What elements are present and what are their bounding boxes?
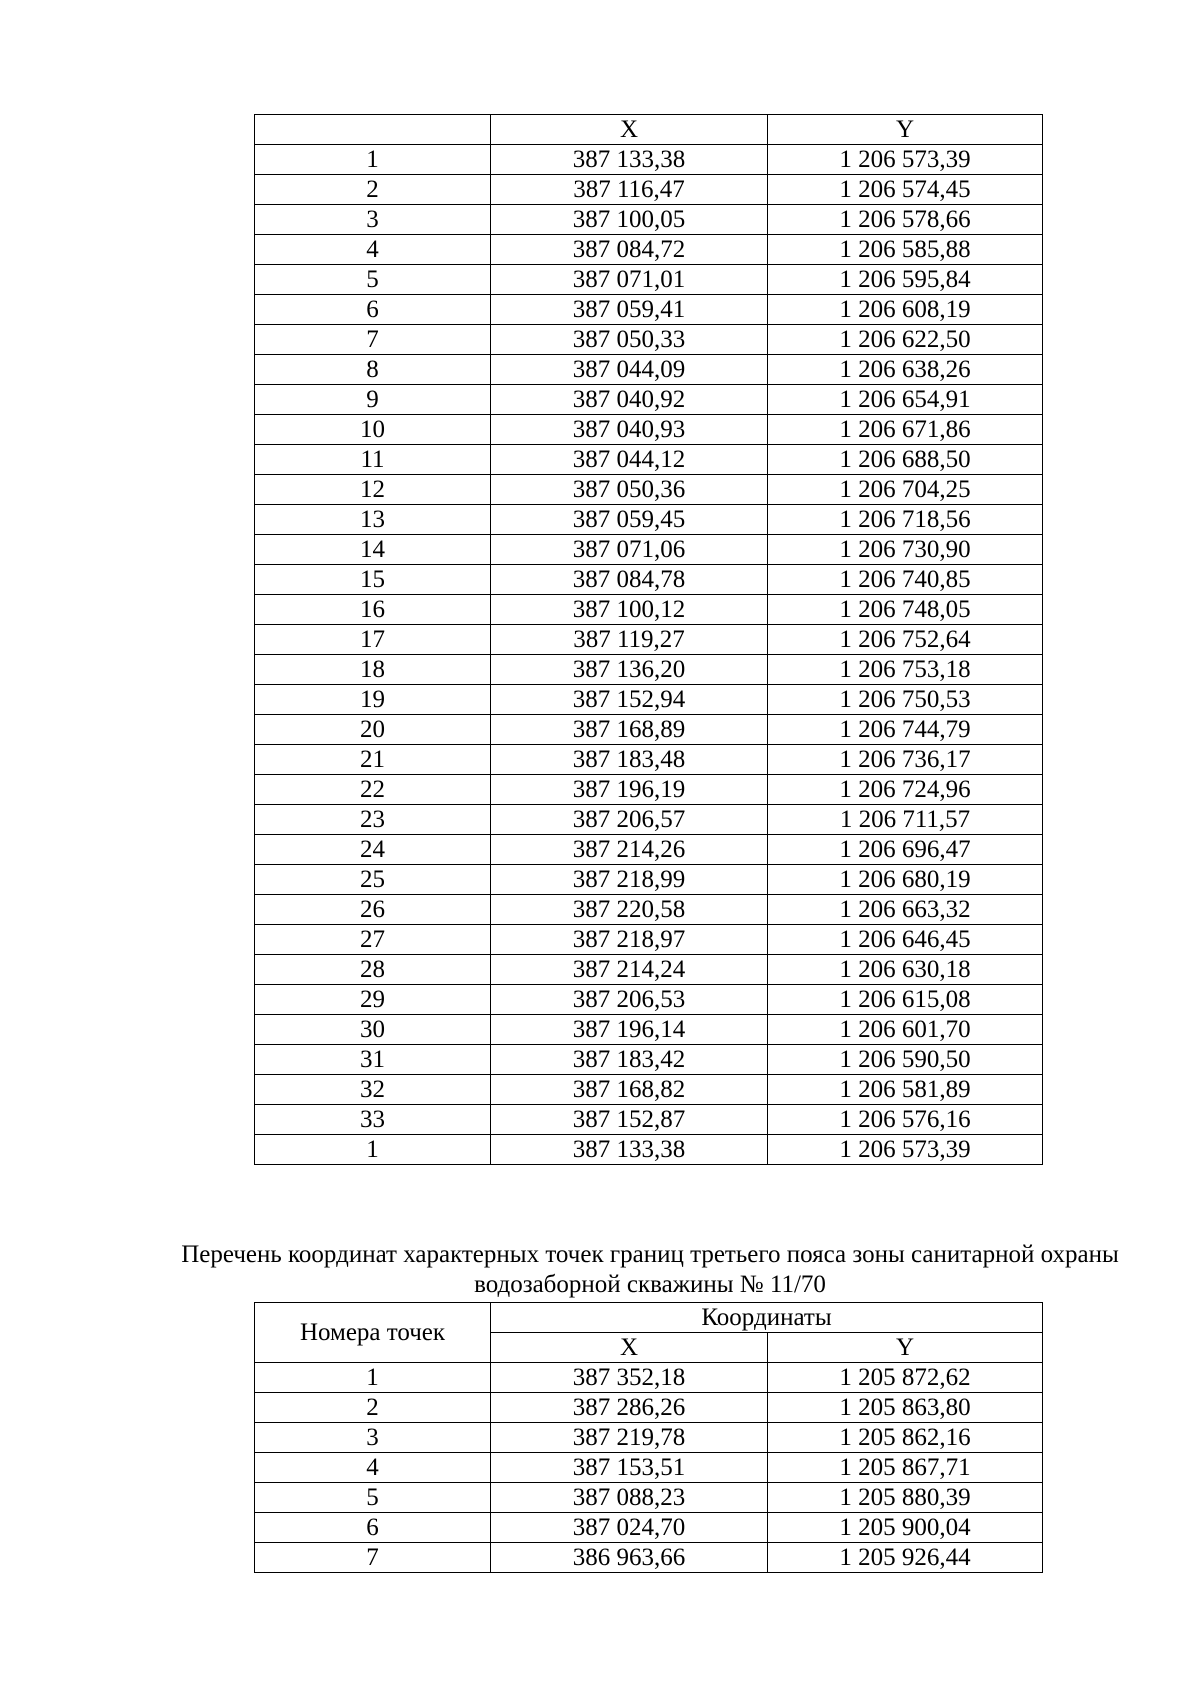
point-number-cell: 16 [255,595,491,625]
table-row [255,985,1043,1015]
point-number-cell: 7 [255,1543,491,1573]
x-coordinate-cell: 387 133,38 [491,145,768,175]
table-row [255,1363,1043,1393]
y-coordinate-cell: 1 206 573,39 [768,145,1043,175]
table-row [255,535,1043,565]
x-coordinate-cell: 387 059,45 [491,505,768,535]
y-coordinate-cell: 1 206 680,19 [768,865,1043,895]
point-number-cell: 23 [255,805,491,835]
header-x: X [491,115,768,145]
y-coordinate-cell: 1 206 573,39 [768,1135,1043,1165]
table-row [255,1105,1043,1135]
point-number-cell: 2 [255,1393,491,1423]
y-coordinate-cell: 1 206 630,18 [768,955,1043,985]
table-row [255,835,1043,865]
header-coordinates: Координаты [491,1303,1043,1333]
y-coordinate-cell: 1 206 748,05 [768,595,1043,625]
table-row [255,685,1043,715]
y-coordinate-cell: 1 206 663,32 [768,895,1043,925]
table-row [255,625,1043,655]
point-number-cell: 5 [255,1483,491,1513]
x-coordinate-cell: 387 100,12 [491,595,768,625]
x-coordinate-cell: 387 214,24 [491,955,768,985]
x-coordinate-cell: 387 116,47 [491,175,768,205]
table-row [255,895,1043,925]
x-coordinate-cell: 387 218,99 [491,865,768,895]
x-coordinate-cell: 387 040,92 [491,385,768,415]
header-point [255,115,491,145]
point-number-cell: 22 [255,775,491,805]
point-number-cell: 30 [255,1015,491,1045]
y-coordinate-cell: 1 206 608,19 [768,295,1043,325]
point-number-cell: 25 [255,865,491,895]
y-coordinate-cell: 1 206 753,18 [768,655,1043,685]
table-row [255,715,1043,745]
point-number-cell: 17 [255,625,491,655]
x-coordinate-cell: 387 136,20 [491,655,768,685]
x-coordinate-cell: 387 183,48 [491,745,768,775]
y-coordinate-cell: 1 206 750,53 [768,685,1043,715]
table-row [255,1045,1043,1075]
point-number-cell: 1 [255,145,491,175]
point-number-cell: 18 [255,655,491,685]
y-coordinate-cell: 1 206 578,66 [768,205,1043,235]
x-coordinate-cell: 387 088,23 [491,1483,768,1513]
x-coordinate-cell: 386 963,66 [491,1543,768,1573]
x-coordinate-cell: 387 071,06 [491,535,768,565]
coordinates-table-1 [254,114,1043,1165]
point-number-cell: 15 [255,565,491,595]
x-coordinate-cell: 387 071,01 [491,265,768,295]
x-coordinate-cell: 387 218,97 [491,925,768,955]
table-caption: Перечень координат характерных точек границ третьего пояса зоны санитарной охраны водозаборной скважины № 11/70 [181,1241,1119,1298]
table-row [255,235,1043,265]
x-coordinate-cell: 387 168,89 [491,715,768,745]
x-coordinate-cell: 387 044,12 [491,445,768,475]
x-coordinate-cell: 387 100,05 [491,205,768,235]
x-coordinate-cell: 387 214,26 [491,835,768,865]
y-coordinate-cell: 1 206 671,86 [768,415,1043,445]
x-coordinate-cell: 387 206,53 [491,985,768,1015]
table-row [255,1135,1043,1165]
x-coordinate-cell: 387 196,14 [491,1015,768,1045]
point-number-cell: 29 [255,985,491,1015]
y-coordinate-cell: 1 206 581,89 [768,1075,1043,1105]
header-y: Y [768,115,1043,145]
y-coordinate-cell: 1 205 872,62 [768,1363,1043,1393]
x-coordinate-cell: 387 196,19 [491,775,768,805]
table-row [255,355,1043,385]
x-coordinate-cell: 387 084,72 [491,235,768,265]
table-row [255,325,1043,355]
x-coordinate-cell: 387 084,78 [491,565,768,595]
y-coordinate-cell: 1 206 654,91 [768,385,1043,415]
point-number-cell: 8 [255,355,491,385]
point-number-cell: 31 [255,1045,491,1075]
y-coordinate-cell: 1 205 926,44 [768,1543,1043,1573]
y-coordinate-cell: 1 206 736,17 [768,745,1043,775]
x-coordinate-cell: 387 050,36 [491,475,768,505]
point-number-cell: 20 [255,715,491,745]
table-row [255,1483,1043,1513]
x-coordinate-cell: 387 050,33 [491,325,768,355]
y-coordinate-cell: 1 206 688,50 [768,445,1043,475]
table-row [255,1513,1043,1543]
y-coordinate-cell: 1 206 711,57 [768,805,1043,835]
y-coordinate-cell: 1 206 704,25 [768,475,1043,505]
table-row [255,145,1043,175]
point-number-cell: 27 [255,925,491,955]
x-coordinate-cell: 387 153,51 [491,1453,768,1483]
x-coordinate-cell: 387 119,27 [491,625,768,655]
table-row [255,805,1043,835]
table-row [255,1453,1043,1483]
table-row [255,505,1043,535]
x-coordinate-cell: 387 133,38 [491,1135,768,1165]
y-coordinate-cell: 1 206 585,88 [768,235,1043,265]
y-coordinate-cell: 1 206 752,64 [768,625,1043,655]
table-row [255,775,1043,805]
point-number-cell: 2 [255,175,491,205]
point-number-cell: 9 [255,385,491,415]
table-header-row [255,115,1043,145]
table-row [255,595,1043,625]
y-coordinate-cell: 1 206 601,70 [768,1015,1043,1045]
table-row [255,1015,1043,1045]
y-coordinate-cell: 1 206 740,85 [768,565,1043,595]
header-y: Y [768,1333,1043,1363]
x-coordinate-cell: 387 168,82 [491,1075,768,1105]
point-number-cell: 3 [255,205,491,235]
table-row [255,1393,1043,1423]
point-number-cell: 19 [255,685,491,715]
y-coordinate-cell: 1 206 744,79 [768,715,1043,745]
table-row [255,655,1043,685]
table-row [255,955,1043,985]
y-coordinate-cell: 1 206 696,47 [768,835,1043,865]
point-number-cell: 11 [255,445,491,475]
point-number-cell: 1 [255,1135,491,1165]
table-row [255,445,1043,475]
point-number-cell: 12 [255,475,491,505]
x-coordinate-cell: 387 219,78 [491,1423,768,1453]
y-coordinate-cell: 1 206 622,50 [768,325,1043,355]
y-coordinate-cell: 1 206 730,90 [768,535,1043,565]
point-number-cell: 32 [255,1075,491,1105]
x-coordinate-cell: 387 206,57 [491,805,768,835]
y-coordinate-cell: 1 206 574,45 [768,175,1043,205]
table-row [255,295,1043,325]
y-coordinate-cell: 1 206 576,16 [768,1105,1043,1135]
table-row [255,1543,1043,1573]
x-coordinate-cell: 387 044,09 [491,355,768,385]
table-row [255,865,1043,895]
table-row [255,475,1043,505]
y-coordinate-cell: 1 206 724,96 [768,775,1043,805]
point-number-cell: 13 [255,505,491,535]
table-row [255,565,1043,595]
table-header-row [255,1303,1043,1333]
table-row [255,1075,1043,1105]
y-coordinate-cell: 1 205 863,80 [768,1393,1043,1423]
point-number-cell: 7 [255,325,491,355]
table-row [255,745,1043,775]
point-number-cell: 24 [255,835,491,865]
y-coordinate-cell: 1 206 595,84 [768,265,1043,295]
table-row [255,925,1043,955]
x-coordinate-cell: 387 040,93 [491,415,768,445]
y-coordinate-cell: 1 206 615,08 [768,985,1043,1015]
y-coordinate-cell: 1 205 900,04 [768,1513,1043,1543]
y-coordinate-cell: 1 206 718,56 [768,505,1043,535]
table-row [255,415,1043,445]
point-number-cell: 26 [255,895,491,925]
point-number-cell: 10 [255,415,491,445]
y-coordinate-cell: 1 206 638,26 [768,355,1043,385]
point-number-cell: 5 [255,265,491,295]
y-coordinate-cell: 1 205 867,71 [768,1453,1043,1483]
x-coordinate-cell: 387 220,58 [491,895,768,925]
x-coordinate-cell: 387 024,70 [491,1513,768,1543]
point-number-cell: 28 [255,955,491,985]
point-number-cell: 6 [255,295,491,325]
x-coordinate-cell: 387 152,87 [491,1105,768,1135]
point-number-cell: 33 [255,1105,491,1135]
y-coordinate-cell: 1 205 880,39 [768,1483,1043,1513]
table-row [255,265,1043,295]
y-coordinate-cell: 1 205 862,16 [768,1423,1043,1453]
table-row [255,1423,1043,1453]
x-coordinate-cell: 387 152,94 [491,685,768,715]
point-number-cell: 3 [255,1423,491,1453]
point-number-cell: 4 [255,235,491,265]
header-point-numbers: Номера точек [255,1303,491,1363]
point-number-cell: 4 [255,1453,491,1483]
y-coordinate-cell: 1 206 590,50 [768,1045,1043,1075]
point-number-cell: 6 [255,1513,491,1543]
table-row [255,385,1043,415]
x-coordinate-cell: 387 286,26 [491,1393,768,1423]
point-number-cell: 21 [255,745,491,775]
x-coordinate-cell: 387 059,41 [491,295,768,325]
y-coordinate-cell: 1 206 646,45 [768,925,1043,955]
header-x: X [491,1333,768,1363]
coordinates-table-2 [254,1302,1043,1573]
x-coordinate-cell: 387 183,42 [491,1045,768,1075]
point-number-cell: 14 [255,535,491,565]
table-row [255,175,1043,205]
point-number-cell: 1 [255,1363,491,1393]
table-row [255,205,1043,235]
x-coordinate-cell: 387 352,18 [491,1363,768,1393]
